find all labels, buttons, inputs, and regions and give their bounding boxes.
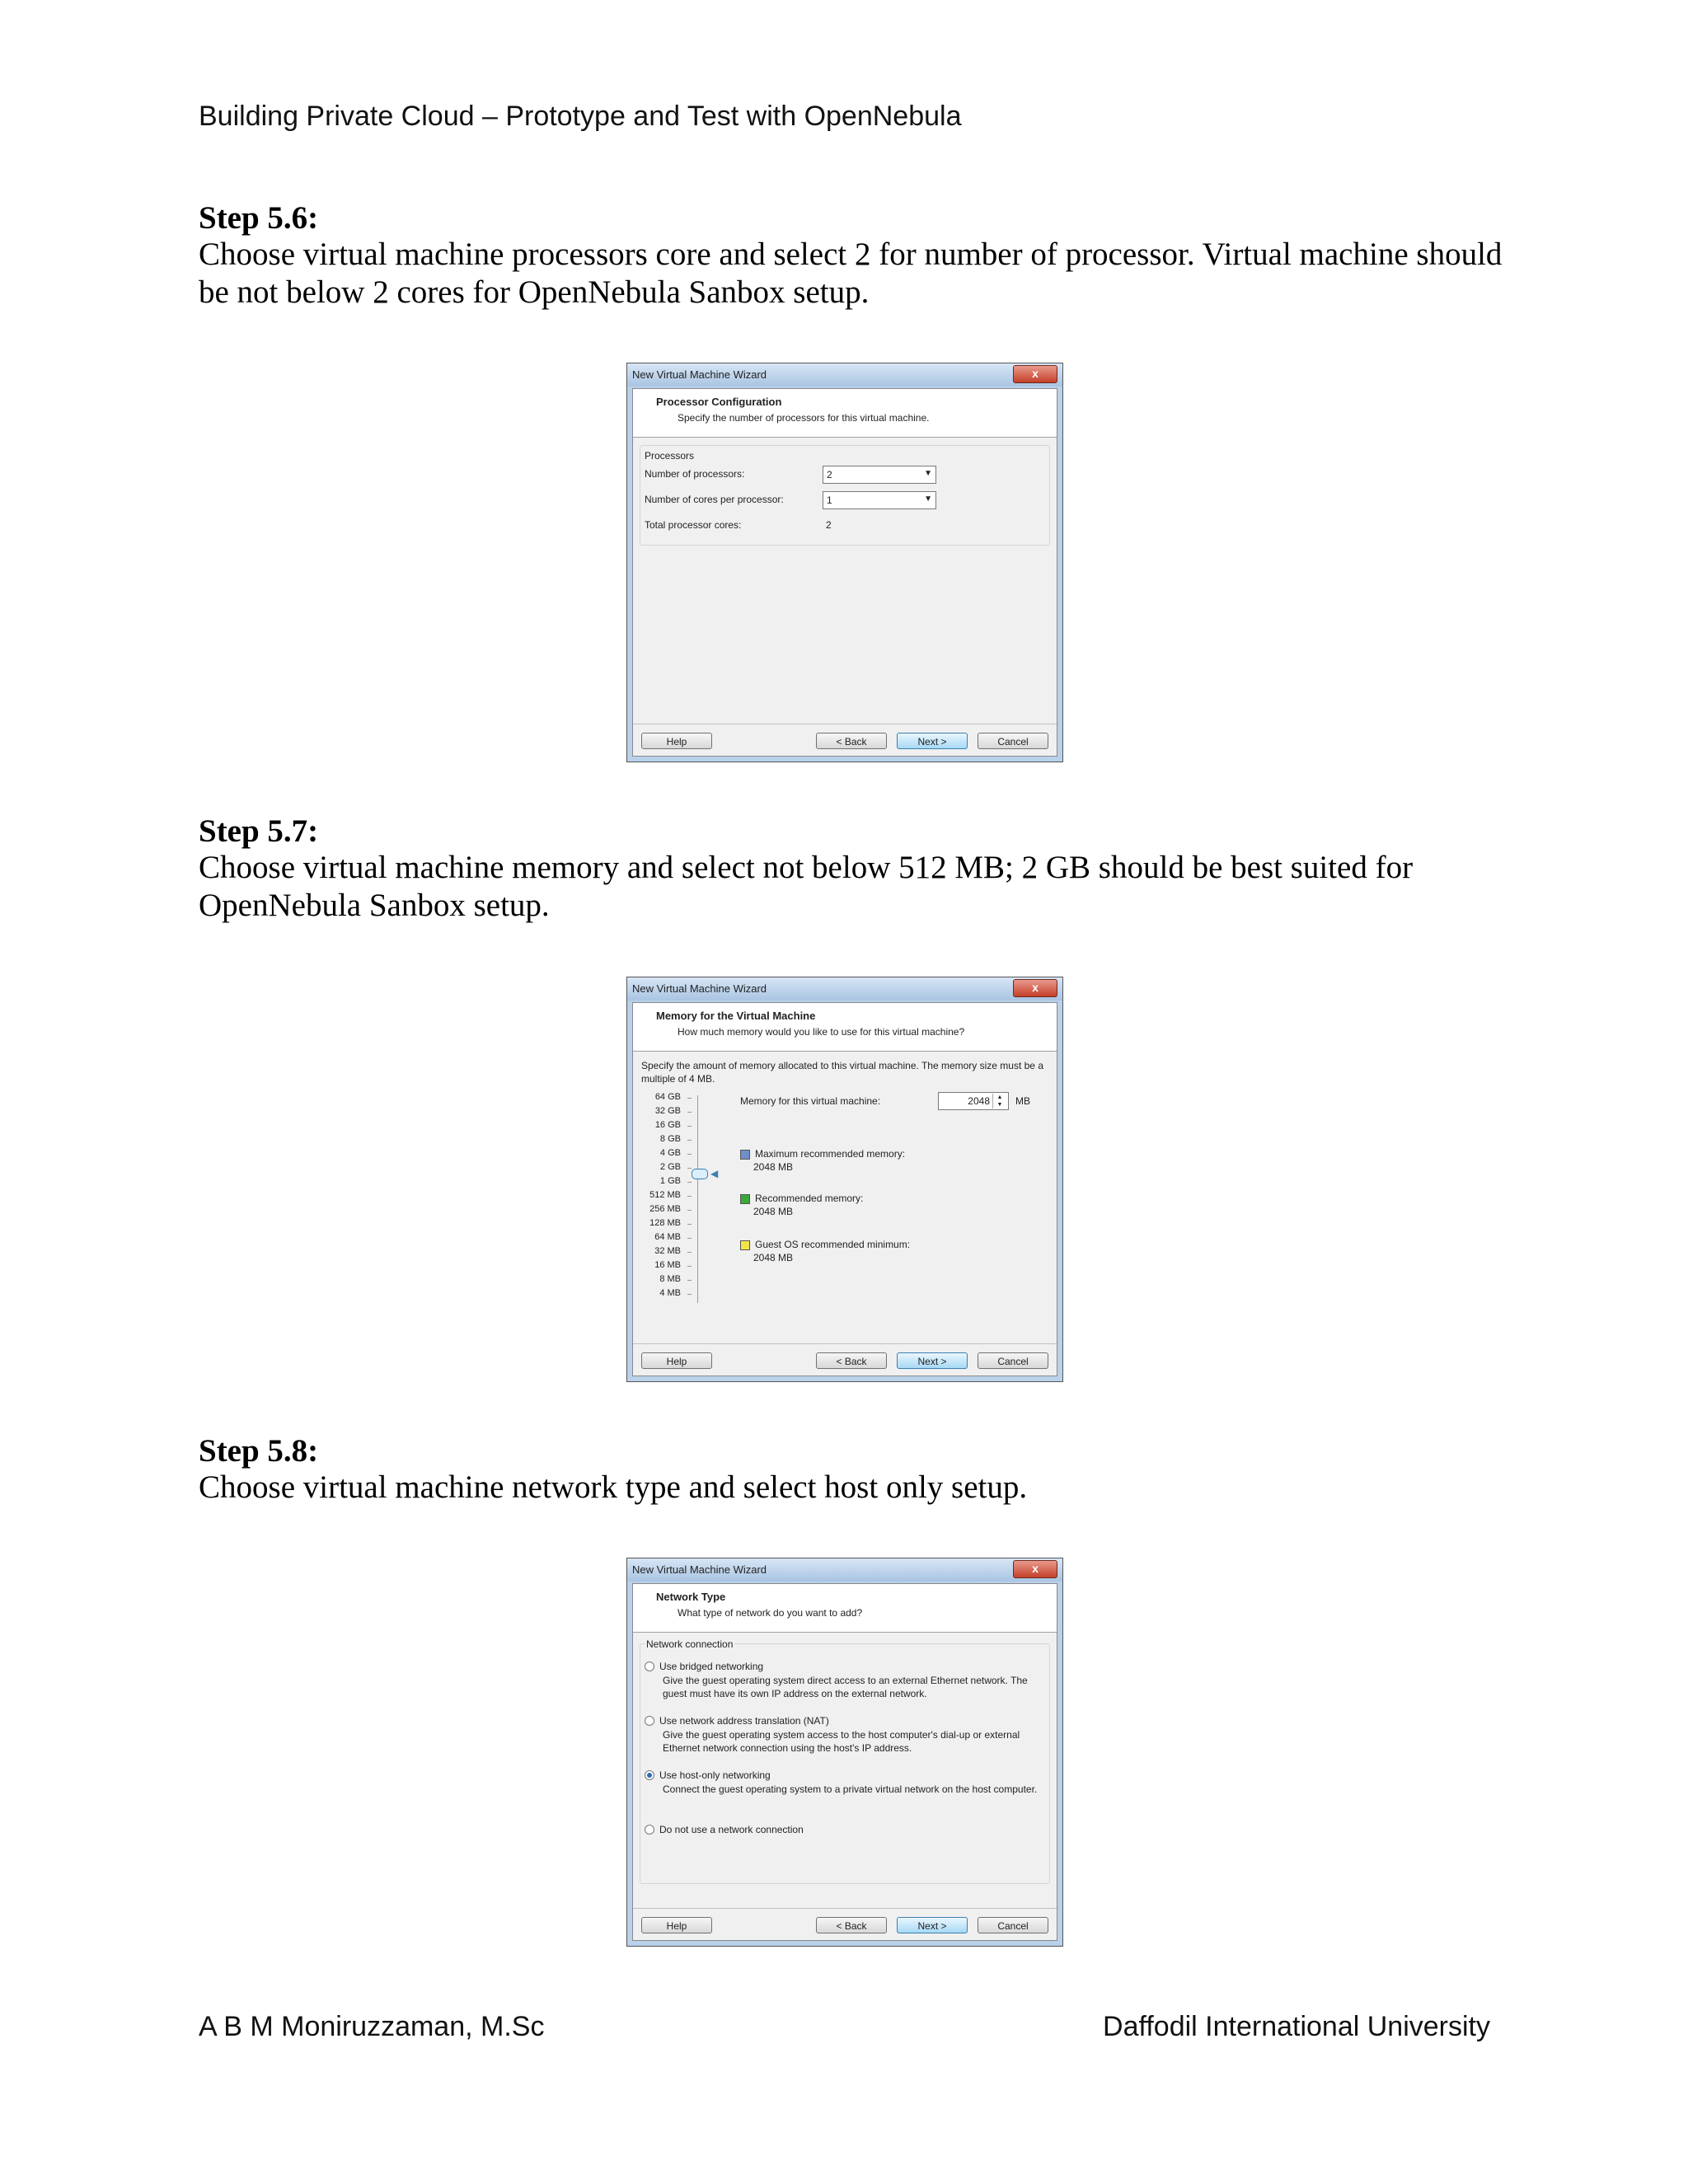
- max-recommended-value: 2048 MB: [753, 1161, 794, 1173]
- recommended-value: 2048 MB: [753, 1206, 794, 1217]
- memory-value: 2048: [968, 1095, 990, 1107]
- radio-none[interactable]: [645, 1825, 654, 1835]
- memory-amount-label: Memory for this virtual machine:: [740, 1095, 881, 1107]
- step-5-8-heading: Step 5.8:: [199, 1433, 319, 1469]
- memory-scale-label: 32 GB: [654, 1106, 681, 1116]
- radio-bridged[interactable]: [645, 1661, 654, 1671]
- recommended-label: Recommended memory:: [755, 1193, 864, 1204]
- memory-scale-label: 4 MB: [659, 1288, 681, 1298]
- footer-author: A B M Moniruzzaman, M.Sc: [199, 2011, 545, 2042]
- dialog-titlebar: [627, 1558, 1062, 1582]
- memory-scale-tick: [687, 1280, 692, 1281]
- help-button[interactable]: Help: [641, 733, 712, 749]
- cancel-button[interactable]: Cancel: [978, 733, 1048, 749]
- num-processors-value: 2: [827, 469, 832, 480]
- triangle-left-icon: ◀: [710, 1168, 719, 1179]
- processor-wizard-dialog: [626, 363, 1063, 762]
- memory-scale-tick: [687, 1126, 692, 1127]
- memory-scale-label: 64 MB: [654, 1232, 681, 1242]
- close-button[interactable]: x: [1013, 1560, 1057, 1578]
- recommended-legend: [740, 1192, 863, 1205]
- next-button[interactable]: Next >: [897, 1917, 968, 1933]
- option-label-bridged: Use bridged networking: [659, 1661, 764, 1672]
- memory-scale-tick: [687, 1154, 692, 1155]
- memory-scale-label: 64 GB: [654, 1092, 681, 1102]
- memory-scale-tick: [687, 1224, 692, 1225]
- num-processors-select[interactable]: [823, 466, 936, 484]
- total-cores-value: 2: [826, 519, 832, 531]
- memory-scale-label: 128 MB: [649, 1218, 681, 1228]
- dialog-titlebar: [627, 363, 1062, 387]
- cancel-button[interactable]: Cancel: [978, 1917, 1048, 1933]
- max-recommended-label: Maximum recommended memory:: [755, 1148, 906, 1160]
- memory-unit: MB: [1015, 1095, 1030, 1107]
- green-square-icon: [740, 1194, 750, 1204]
- banner-title: Network Type: [656, 1591, 726, 1603]
- chevron-down-icon: ▼: [924, 469, 932, 478]
- banner-subtitle: Specify the number of processors for this virtual machine.: [678, 412, 930, 424]
- option-desc-bridged: Give the guest operating system direct access to an external Ethernet network. The guest must have its own IP address on the external network.: [663, 1675, 1028, 1699]
- cores-per-processor-label: Number of cores per processor:: [645, 494, 784, 505]
- step-5-6-text: Choose virtual machine processors core and select 2 for number of processor. Virtual machine should be not below 2 cores for OpenNebula Sanbox setup.: [199, 237, 1503, 310]
- memory-scale-label: 512 MB: [649, 1190, 681, 1200]
- wizard-banner: [633, 1003, 1057, 1052]
- dialog-title: New Virtual Machine Wizard: [632, 982, 767, 995]
- memory-scale-tick: [687, 1210, 692, 1211]
- memory-scale-tick: [687, 1294, 692, 1295]
- radio-host-only[interactable]: [645, 1770, 654, 1780]
- memory-description: Specify the amount of memory allocated to this virtual machine. The memory size must be a multiple of 4 MB.: [641, 1060, 1043, 1085]
- close-button[interactable]: x: [1013, 979, 1057, 997]
- memory-scale-label: 16 GB: [654, 1120, 681, 1130]
- dialog-title: New Virtual Machine Wizard: [632, 1563, 767, 1576]
- cores-per-processor-select[interactable]: [823, 491, 936, 509]
- wizard-button-bar: [633, 1908, 1057, 1940]
- banner-subtitle: How much memory would you like to use for this virtual machine?: [678, 1026, 965, 1038]
- memory-scale-label: 8 MB: [659, 1274, 681, 1284]
- memory-scale-tick: [687, 1168, 692, 1169]
- yellow-square-icon: [740, 1240, 750, 1250]
- max-recommended-legend: [740, 1147, 905, 1160]
- memory-scale-tick: [687, 1182, 692, 1183]
- cores-value: 1: [827, 494, 832, 506]
- step-5-7-text: Choose virtual machine memory and select not below 512 MB; 2 GB should be best suited for OpenNebula Sanbox setup.: [199, 850, 1414, 923]
- option-label-nat: Use network address translation (NAT): [659, 1715, 829, 1727]
- memory-slider-track: [697, 1095, 698, 1303]
- memory-scale-label: 1 GB: [659, 1176, 681, 1186]
- banner-title: Memory for the Virtual Machine: [656, 1010, 816, 1022]
- back-button[interactable]: < Back: [816, 733, 887, 749]
- processors-group-label: Processors: [645, 450, 695, 462]
- wizard-button-bar: [633, 1343, 1057, 1376]
- blue-square-icon: [740, 1150, 750, 1160]
- option-desc-host-only: Connect the guest operating system to a private virtual network on the host computer.: [663, 1783, 1038, 1795]
- guest-os-minimum-value: 2048 MB: [753, 1252, 794, 1263]
- num-processors-label: Number of processors:: [645, 468, 745, 480]
- back-button[interactable]: < Back: [816, 1352, 887, 1369]
- memory-scale-tick: [687, 1266, 692, 1267]
- wizard-banner: [633, 1584, 1057, 1633]
- memory-scale-tick: [687, 1252, 692, 1253]
- banner-subtitle: What type of network do you want to add?: [678, 1607, 863, 1619]
- chevron-down-icon: ▼: [924, 494, 932, 504]
- memory-scale-tick: [687, 1098, 692, 1099]
- page-header: Building Private Cloud – Prototype and Test with OpenNebula: [199, 101, 962, 132]
- memory-scale-label: 16 MB: [654, 1260, 681, 1270]
- step-5-6-heading: Step 5.6:: [199, 200, 319, 236]
- option-desc-nat: Give the guest operating system access to the host computer's dial-up or external Ethernet network connection using the host's IP address.: [663, 1729, 1020, 1754]
- memory-scale-tick: [687, 1140, 692, 1141]
- guest-os-minimum-label: Guest OS recommended minimum:: [755, 1239, 911, 1250]
- network-wizard-dialog: [626, 1558, 1063, 1947]
- spinner-arrows-icon[interactable]: ▲ ▼: [992, 1094, 1006, 1108]
- memory-scale-tick: [687, 1112, 692, 1113]
- cancel-button[interactable]: Cancel: [978, 1352, 1048, 1369]
- close-button[interactable]: x: [1013, 365, 1057, 383]
- memory-scale-label: 256 MB: [649, 1204, 681, 1214]
- step-5-8-text: Choose virtual machine network type and select host only setup.: [199, 1469, 1028, 1505]
- radio-nat[interactable]: [645, 1716, 654, 1726]
- help-button[interactable]: Help: [641, 1917, 712, 1933]
- next-button[interactable]: Next >: [897, 1352, 968, 1369]
- dialog-titlebar: [627, 977, 1062, 1001]
- next-button[interactable]: Next >: [897, 733, 968, 749]
- help-button[interactable]: Help: [641, 1352, 712, 1369]
- network-connection-group-label: Network connection: [646, 1638, 734, 1650]
- memory-scale-label: 32 MB: [654, 1246, 681, 1256]
- footer-institution: Daffodil International University: [1103, 2011, 1490, 2042]
- guest-os-minimum-legend: [740, 1238, 910, 1251]
- wizard-button-bar: [633, 724, 1057, 756]
- total-cores-label: Total processor cores:: [645, 519, 742, 531]
- back-button[interactable]: < Back: [816, 1917, 887, 1933]
- banner-title: Processor Configuration: [656, 396, 782, 408]
- option-label-none: Do not use a network connection: [659, 1824, 804, 1835]
- option-label-host-only: Use host-only networking: [659, 1769, 771, 1781]
- memory-scale-tick: [687, 1196, 692, 1197]
- memory-scale-tick: [687, 1238, 692, 1239]
- wizard-banner: [633, 389, 1057, 438]
- memory-scale-label: 8 GB: [659, 1134, 681, 1144]
- memory-spinbox[interactable]: [938, 1092, 1009, 1110]
- memory-wizard-dialog: [626, 977, 1063, 1382]
- step-5-7-heading: Step 5.7:: [199, 813, 319, 849]
- memory-scale-label: 2 GB: [659, 1162, 681, 1172]
- dialog-title: New Virtual Machine Wizard: [632, 368, 767, 381]
- memory-slider-thumb[interactable]: [692, 1169, 708, 1179]
- memory-scale-label: 4 GB: [659, 1148, 681, 1158]
